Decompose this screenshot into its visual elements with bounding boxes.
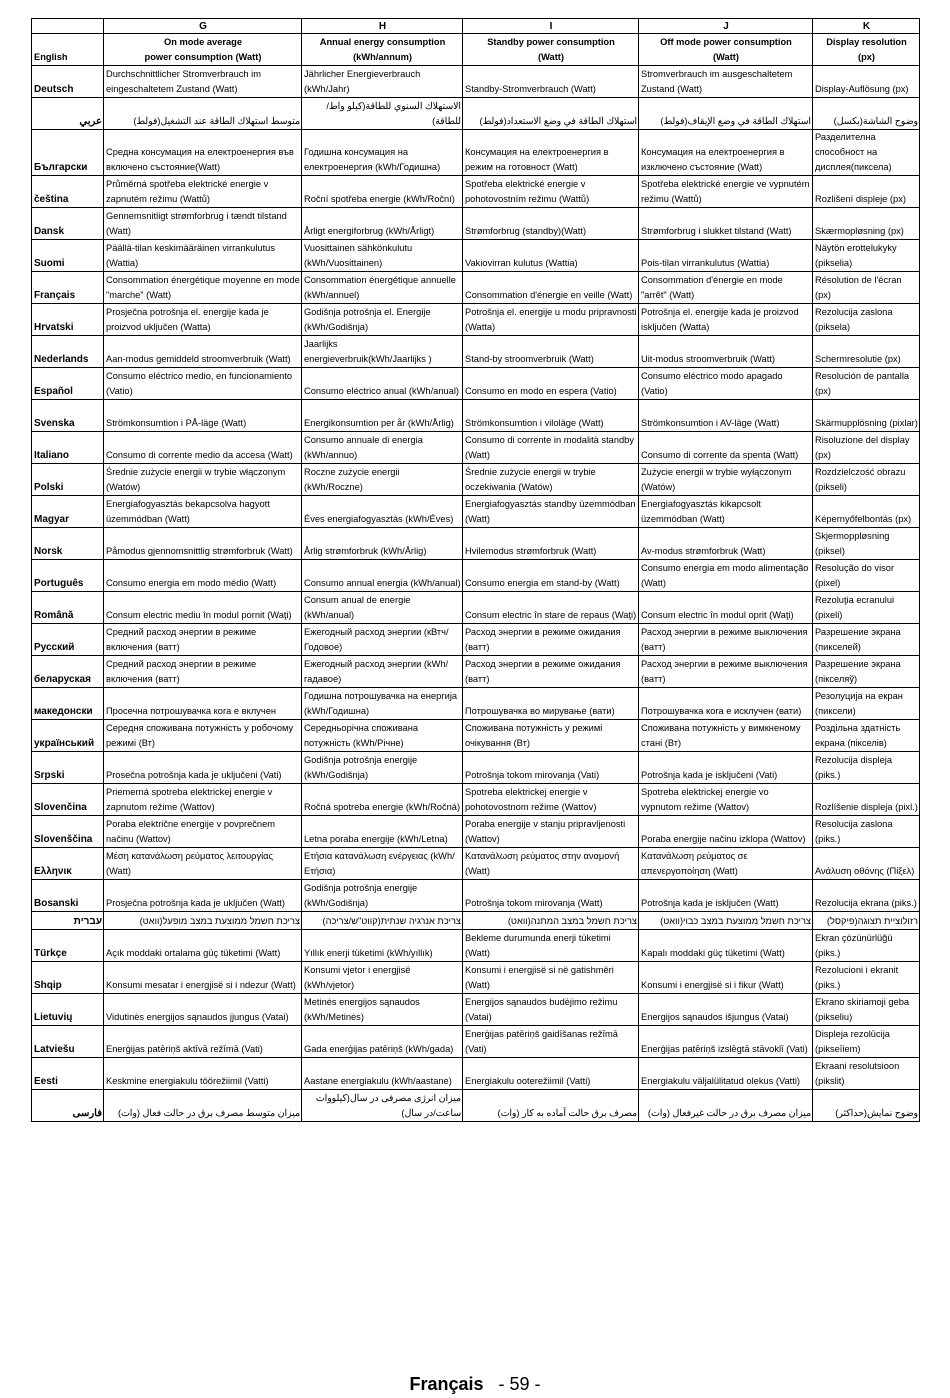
translation-cell: Ετήσια κατανάλωση ενέργειας (kWh/Ετήσια)	[302, 848, 463, 880]
language-name: Español	[32, 368, 104, 400]
translation-cell: Rezoluţia ecranului (pixeli)	[813, 592, 920, 624]
translation-cell: Letna poraba energije (kWh/Letna)	[302, 816, 463, 848]
table-body	[32, 66, 920, 1122]
column-letter: K	[813, 19, 920, 34]
translation-cell: Keskmine energiakulu töörežiimil (Vatti)	[104, 1058, 302, 1090]
translation-cell: Potrošnja el. energije u modu pripravnosti (Watta)	[463, 304, 639, 336]
translation-cell: Середня споживана потужність у робочому режимі (Вт)	[104, 720, 302, 752]
translation-cell: Consumo en modo en espera (Vatio)	[463, 368, 639, 400]
translation-cell: Potrošnja kada je isključeni (Vati)	[639, 752, 813, 784]
translation-cell: Konsumi vjetor i energjisë (kWh/vjetor)	[302, 962, 463, 994]
translation-cell: Годишна потрошувачка на енергија (kWh/Годишна)	[302, 688, 463, 720]
table-row	[32, 784, 920, 816]
translation-cell: Ανάλυση οθόνης (Πίξελ)	[813, 848, 920, 880]
translation-cell: צריכת חשמל ממוצעת במצב כבוי(וואט)	[639, 912, 813, 930]
translation-cell: Consum electric mediu în modul pornit (Waţi)	[104, 592, 302, 624]
translation-cell: Skjermoppløsning (piksel)	[813, 528, 920, 560]
translation-cell: Aan-modus gemiddeld stroomverbruik (Watt)	[104, 336, 302, 368]
translation-cell: רזולוציית תצוגה(פיקסל)	[813, 912, 920, 930]
translation-cell: Éves energiafogyasztás (kWh/Éves)	[302, 496, 463, 528]
translation-cell: Rezolucija ekrana (piks.)	[813, 880, 920, 912]
translation-table-container	[31, 18, 919, 1122]
table-row	[32, 240, 920, 272]
table-row	[32, 496, 920, 528]
translation-cell: Strømforbrug (standby)(Watt)	[463, 208, 639, 240]
translation-cell: Średnie zużycie energii w trybie włączonym (Watów)	[104, 464, 302, 496]
table-row	[32, 1090, 920, 1122]
translation-cell: Průměrná spotřeba elektrické energie v zapnutém režimu (Wattů)	[104, 176, 302, 208]
translation-cell: Durchschnittlicher Stromverbrauch im eingeschaltetem Zustand (Watt)	[104, 66, 302, 98]
language-name: Srpski	[32, 752, 104, 784]
translation-cell: متوسط استهلاك الطاقة عند التشغيل(فولط)	[104, 98, 302, 130]
language-name: Türkçe	[32, 930, 104, 962]
column-header-row	[32, 34, 920, 66]
translation-cell: Consumo eléctrico anual (kWh/anual)	[302, 368, 463, 400]
column-header: English	[32, 34, 104, 66]
table-row	[32, 592, 920, 624]
translation-cell: میزان انرژی مصرفی در سال(کیلووات ساعت/در سال)	[302, 1090, 463, 1122]
translation-cell: Rozlišení displeje (px)	[813, 176, 920, 208]
translation-cell: استهلاك الطاقة في وضع الاستعداد(فولط)	[463, 98, 639, 130]
translation-cell: צריכת אנרגיה שנתית(קווט"ש/צריכה)	[302, 912, 463, 930]
translation-cell: Разрешение экрана (пикселей)	[813, 624, 920, 656]
translation-cell: Расход энергии в режиме ожидания (ватт)	[463, 656, 639, 688]
table-row	[32, 880, 920, 912]
column-letter: H	[302, 19, 463, 34]
translation-cell: Средний расход энергии в режиме включения (ватт)	[104, 656, 302, 688]
translation-cell: Spotřeba elektrické energie v pohotovostním režimu (Wattů)	[463, 176, 639, 208]
translation-cell: Potrošnja tokom mirovanja (Vati)	[463, 752, 639, 784]
translation-cell: Jaarlijks energieverbruik(kWh/Jaarlijks )	[302, 336, 463, 368]
translation-cell: Poraba električne energije v povprečnem načinu (Wattov)	[104, 816, 302, 848]
column-header: Off mode power consumption (Watt)	[639, 34, 813, 66]
translation-cell: Consumo eléctrico medio, en funcionamiento (Vatio)	[104, 368, 302, 400]
translation-cell: Skärmupplösning (pixlar)	[813, 400, 920, 432]
translation-cell: Påmodus gjennomsnittlig strømforbruk (Watt)	[104, 528, 302, 560]
translation-cell: Poraba energije v stanju pripravljenosti (Wattov)	[463, 816, 639, 848]
translation-cell: Skærmopløsning (px)	[813, 208, 920, 240]
language-name: Slovenčina	[32, 784, 104, 816]
translation-cell: Stand-by stroomverbruik (Watt)	[463, 336, 639, 368]
page-footer	[0, 1374, 950, 1395]
translation-cell: Energikonsumtion per år (kWh/Årlig)	[302, 400, 463, 432]
translation-cell: استهلاك الطاقة في وضع الإيقاف(فولط)	[639, 98, 813, 130]
language-name: Lietuvių	[32, 994, 104, 1026]
translation-cell: Konsumi i energjisë si i fikur (Watt)	[639, 962, 813, 994]
translation-cell: Consommation énergétique moyenne en mode "marche" (Watt)	[104, 272, 302, 304]
translation-cell: Av-modus strømforbruk (Watt)	[639, 528, 813, 560]
translation-cell: Κατανάλωση ρεύματος στην αναμονή (Watt)	[463, 848, 639, 880]
translation-cell: Årlig strømforbruk (kWh/Årlig)	[302, 528, 463, 560]
table-row	[32, 930, 920, 962]
translation-cell: Godišnja potrošnja el. Energije (kWh/Godišnja)	[302, 304, 463, 336]
translation-cell: Разделителна способност на дисплея(пиксела)	[813, 130, 920, 176]
table-row	[32, 368, 920, 400]
translation-cell: وضوح الشاشة(بكسل)	[813, 98, 920, 130]
translation-cell: Разрешение экрана (пікселяў)	[813, 656, 920, 688]
table-row	[32, 66, 920, 98]
column-letter: J	[639, 19, 813, 34]
translation-cell: Резолуција на екран (пиксели)	[813, 688, 920, 720]
language-name: Slovenščina	[32, 816, 104, 848]
translation-cell: Средний расход энергии в режиме включения (ватт)	[104, 624, 302, 656]
translation-cell: Roční spotřeba energie (kWh/Roční)	[302, 176, 463, 208]
translation-cell: Consumo di corrente da spenta (Watt)	[639, 432, 813, 464]
translation-cell: Potrošnja el. energije kada je proizvod isključen (Watta)	[639, 304, 813, 336]
translation-cell: Päällä-tilan keskimääräinen virrankulutus (Wattia)	[104, 240, 302, 272]
translation-cell: Ежегодный расход энергии (kWh/гадавое)	[302, 656, 463, 688]
table-row	[32, 304, 920, 336]
translation-cell: میزان متوسط مصرف برق در حالت فعال (وات)	[104, 1090, 302, 1122]
translation-cell: Consumo energia em modo alimentação (Watt)	[639, 560, 813, 592]
translation-cell: Energijos sąnaudos išjungus (Vatai)	[639, 994, 813, 1026]
table-row	[32, 752, 920, 784]
translation-cell: Strömkonsumtion i AV-läge (Watt)	[639, 400, 813, 432]
language-name: Bosanski	[32, 880, 104, 912]
language-name: Dansk	[32, 208, 104, 240]
language-name: عربي	[32, 98, 104, 130]
page-number: - 59 -	[498, 1374, 541, 1394]
translation-cell: Годишна консумация на електроенергия (kWh/Годишна)	[302, 130, 463, 176]
language-name: Русский	[32, 624, 104, 656]
translation-cell: Середньорічна споживана потужність (kWh/Річне)	[302, 720, 463, 752]
translation-cell: Gennemsnitligt strømforbrug i tændt tilstand (Watt)	[104, 208, 302, 240]
table-row	[32, 1026, 920, 1058]
table-row	[32, 336, 920, 368]
translation-cell: Strömkonsumtion i PÅ-läge (Watt)	[104, 400, 302, 432]
translation-cell: Μέση κατανάλωση ρεύματος λειτουργίας (Watt)	[104, 848, 302, 880]
translation-cell: Vuosittainen sähkönkulutu (kWh/Vuosittainen)	[302, 240, 463, 272]
translation-cell: Rozdzielczość obrazu (pikseli)	[813, 464, 920, 496]
translation-cell: Ekraani resolutsioon (pikslit)	[813, 1058, 920, 1090]
translation-cell: Resolução do visor (pixel)	[813, 560, 920, 592]
table-row	[32, 1058, 920, 1090]
translation-cell: Priemerná spotreba elektrickej energie v zapnutom režime (Wattov)	[104, 784, 302, 816]
translation-cell: Consum electric în stare de repaus (Waţi)	[463, 592, 639, 624]
table-row	[32, 656, 920, 688]
language-name: український	[32, 720, 104, 752]
language-name: עברית	[32, 912, 104, 930]
translation-cell: Display-Auflösung (px)	[813, 66, 920, 98]
translation-cell: Hvilemodus strømforbruk (Watt)	[463, 528, 639, 560]
language-name: Nederlands	[32, 336, 104, 368]
language-name: Shqip	[32, 962, 104, 994]
translation-cell: Enerģijas patēriņš aktīvā režīmā (Vati)	[104, 1026, 302, 1058]
language-name: Română	[32, 592, 104, 624]
table-row	[32, 688, 920, 720]
table-row	[32, 272, 920, 304]
translation-cell: Просечна потрошувачка кога е вклучен	[104, 688, 302, 720]
table-row	[32, 962, 920, 994]
translation-cell: Rozlíšenie displeja (pixl.)	[813, 784, 920, 816]
translation-cell: Consumo energia em modo médio (Watt)	[104, 560, 302, 592]
language-name: Hrvatski	[32, 304, 104, 336]
translation-cell: Aastane energiakulu (kWh/aastane)	[302, 1058, 463, 1090]
translation-cell: Näytön erottelukyky (pikselia)	[813, 240, 920, 272]
translation-cell: Spotřeba elektrické energie ve vypnutém režimu (Wattů)	[639, 176, 813, 208]
language-name: Latviešu	[32, 1026, 104, 1058]
translation-cell: Yıllık enerji tüketimi (kWh/yıllık)	[302, 930, 463, 962]
translation-cell: Metinės energijos sąnaudos (kWh/Metinės)	[302, 994, 463, 1026]
table-row	[32, 176, 920, 208]
translation-cell: Displeja rezolūcija (pikseīiem)	[813, 1026, 920, 1058]
translation-cell: میزان مصرف برق در حالت غیرفعال (وات)	[639, 1090, 813, 1122]
translation-cell: Потрошувачка кога е исклучен (вати)	[639, 688, 813, 720]
translation-cell: Enerģijas patēriņš gaidīšanas režīmā (Vati)	[463, 1026, 639, 1058]
language-name: Português	[32, 560, 104, 592]
translation-cell: Konsumi mesatar i energjisë si i ndezur (Watt)	[104, 962, 302, 994]
translation-cell: Rezolucija displeja (piks.)	[813, 752, 920, 784]
translation-cell: Potrošnja tokom mirovanja (Watt)	[463, 880, 639, 912]
translation-cell: Ежегодный расход энергии (кВтч/Годовое)	[302, 624, 463, 656]
translation-cell: Résolution de l'écran (px)	[813, 272, 920, 304]
translation-cell: Vakiovirran kulutus (Wattia)	[463, 240, 639, 272]
language-name: Suomi	[32, 240, 104, 272]
footer-language: Français	[409, 1374, 484, 1394]
translation-cell: Energijos sąnaudos budėjimo režimu (Vatai)	[463, 994, 639, 1026]
translation-cell: Consum anual de energie (kWh/anual)	[302, 592, 463, 624]
translation-cell: Rezolucija zaslona (piksela)	[813, 304, 920, 336]
translation-cell: Képernyőfelbontás (px)	[813, 496, 920, 528]
language-name: Deutsch	[32, 66, 104, 98]
translation-cell: Poraba energije načinu izklopa (Wattov)	[639, 816, 813, 848]
table-row	[32, 528, 920, 560]
translation-cell: Consommation d'énergie en veille (Watt)	[463, 272, 639, 304]
translation-cell: Jährlicher Energieverbrauch (kWh/Jahr)	[302, 66, 463, 98]
translation-cell: Strømforbrug i slukket tilstand (Watt)	[639, 208, 813, 240]
translation-cell: Консумация на електроенергия в изключено състояние (Watt)	[639, 130, 813, 176]
translation-cell: Ekran çözünürlüğü (piks.)	[813, 930, 920, 962]
column-letter: I	[463, 19, 639, 34]
translation-cell: Kapalı moddaki güç tüketimi (Watt)	[639, 930, 813, 962]
column-letter	[32, 19, 104, 34]
translation-cell: Prosečna potrošnja kada je uključeni (Vati)	[104, 752, 302, 784]
table-row	[32, 624, 920, 656]
translation-cell: Consumo annual energia (kWh/anual)	[302, 560, 463, 592]
translation-cell: Risoluzione del display (px)	[813, 432, 920, 464]
language-name: Français	[32, 272, 104, 304]
translation-cell: Prosječna potrošnja el. energije kada je proizvod uključen (Watta)	[104, 304, 302, 336]
translation-cell: Роздільна здатність екрана (пікселів)	[813, 720, 920, 752]
column-header: Display resolution (px)	[813, 34, 920, 66]
translation-cell: Consumo energia em stand-by (Watt)	[463, 560, 639, 592]
translation-cell: Consommation d'énergie en mode "arrêt" (Watt)	[639, 272, 813, 304]
translation-cell: צריכת חשמל ממוצעת במצב מופעל(וואט)	[104, 912, 302, 930]
translation-cell: Pois-tilan virrankulutus (Wattia)	[639, 240, 813, 272]
translation-cell: Bekleme durumunda enerji tüketimi (Watt)	[463, 930, 639, 962]
translation-cell: Consumo eléctrico modo apagado (Vatio)	[639, 368, 813, 400]
translation-cell: Roczne zużycie energii (kWh/Roczne)	[302, 464, 463, 496]
language-name: Norsk	[32, 528, 104, 560]
language-name: Italiano	[32, 432, 104, 464]
translation-cell: Spotreba elektrickej energie vo vypnutom režime (Wattov)	[639, 784, 813, 816]
translation-cell: Prosječna potrošnja kada je uključen (Watt)	[104, 880, 302, 912]
language-name: فارسی	[32, 1090, 104, 1122]
language-name: беларуская	[32, 656, 104, 688]
translation-cell: Потрошувачка во мирување (вати)	[463, 688, 639, 720]
table-row	[32, 816, 920, 848]
language-name: Polski	[32, 464, 104, 496]
table-row	[32, 560, 920, 592]
translation-cell: Consumo di corrente in modalità standby (Watt)	[463, 432, 639, 464]
translation-cell: Energiafogyasztás bekapcsolva hagyott üzemmódban (Watt)	[104, 496, 302, 528]
translation-cell: Konsumi i energjisë si në gatishmëri (Watt)	[463, 962, 639, 994]
language-name: Eesti	[32, 1058, 104, 1090]
column-letter: G	[104, 19, 302, 34]
language-name: Magyar	[32, 496, 104, 528]
column-header: On mode average power consumption (Watt)	[104, 34, 302, 66]
language-name: čeština	[32, 176, 104, 208]
translation-cell: Stromverbrauch im ausgeschaltetem Zustand (Watt)	[639, 66, 813, 98]
table-row	[32, 432, 920, 464]
translation-cell: Κατανάλωση ρεύματος σε απενεργοποίηση (Watt)	[639, 848, 813, 880]
translation-cell: Resolucija zaslona (piks.)	[813, 816, 920, 848]
translation-cell: Godišnja potrošnja energije (kWh/Godišnja)	[302, 880, 463, 912]
column-header: Annual energy consumption (kWh/annum)	[302, 34, 463, 66]
translation-cell: Gada enerģijas patēriņš (kWh/gada)	[302, 1026, 463, 1058]
translation-cell: Vidutinės energijos sąnaudos įjungus (Vatai)	[104, 994, 302, 1026]
translation-cell: Споживана потужність у вимкненому стані (Вт)	[639, 720, 813, 752]
translation-cell: צריכת חשמל במצב המתנה(וואט)	[463, 912, 639, 930]
table-row	[32, 848, 920, 880]
translation-cell: Консумация на електроенергия в режим на готовност (Watt)	[463, 130, 639, 176]
translation-cell: Energiafogyasztás kikapcsolt üzemmódban (Watt)	[639, 496, 813, 528]
language-name: Ελληνικ	[32, 848, 104, 880]
table-row	[32, 720, 920, 752]
translation-cell: Energiakulu väljalülitatud olekus (Vatti)	[639, 1058, 813, 1090]
table-row	[32, 130, 920, 176]
translation-cell: Rezolucioni i ekranit (piks.)	[813, 962, 920, 994]
translation-cell: Strömkonsumtion i viloläge (Watt)	[463, 400, 639, 432]
table-row	[32, 994, 920, 1026]
translation-cell: Ročná spotreba energie (kWh/Ročná)	[302, 784, 463, 816]
translation-cell: Resolución de pantalla (px)	[813, 368, 920, 400]
table-row	[32, 912, 920, 930]
translation-cell: وضوح نمایش(حداکثر)	[813, 1090, 920, 1122]
translation-cell: Energiakulu ooterežiimil (Vatti)	[463, 1058, 639, 1090]
translation-cell: Consum electric în modul oprit (Waţi)	[639, 592, 813, 624]
translation-cell: Consumo di corrente medio da accesa (Watt)	[104, 432, 302, 464]
translation-cell: Årligt energiforbrug (kWh/Årligt)	[302, 208, 463, 240]
table-row	[32, 98, 920, 130]
translation-cell: Средна консумация на електроенергия във включено състояние(Watt)	[104, 130, 302, 176]
translation-cell: Расход энергии в режиме выключения (ватт)	[639, 656, 813, 688]
table-row	[32, 400, 920, 432]
column-letter-row	[32, 19, 920, 34]
translation-cell: Consumo annuale di energia (kWh/annuo)	[302, 432, 463, 464]
table-row	[32, 208, 920, 240]
translation-cell: Energiafogyasztás standby üzemmódban (Watt)	[463, 496, 639, 528]
language-name: Български	[32, 130, 104, 176]
translation-cell: Schermresolutie (px)	[813, 336, 920, 368]
translation-cell: Consommation énergétique annuelle (kWh/annuel)	[302, 272, 463, 304]
translation-table	[31, 18, 920, 1122]
translation-cell: Enerģijas patēriņš izslēgtā stāvoklī (Vati)	[639, 1026, 813, 1058]
translation-cell: Spotreba elektrickej energie v pohotovostnom režime (Wattov)	[463, 784, 639, 816]
translation-cell: Споживана потужність у режимі очікування (Вт)	[463, 720, 639, 752]
translation-cell: Standby-Stromverbrauch (Watt)	[463, 66, 639, 98]
table-row	[32, 464, 920, 496]
translation-cell: Średnie zużycie energii w trybie oczekiwania (Watów)	[463, 464, 639, 496]
translation-cell: Godišnja potrošnja energije (kWh/Godišnja)	[302, 752, 463, 784]
translation-cell: مصرف برق حالت آماده به کار (وات)	[463, 1090, 639, 1122]
language-name: македонски	[32, 688, 104, 720]
translation-cell: Ekrano skiriamoji geba (pikseliu)	[813, 994, 920, 1026]
translation-cell: Açık moddaki ortalama güç tüketimi (Watt)	[104, 930, 302, 962]
translation-cell: Uit-modus stroomverbruik (Watt)	[639, 336, 813, 368]
translation-cell: Расход энергии в режиме выключения (ватт)	[639, 624, 813, 656]
translation-cell: الاستهلاك السنوي للطاقة(كيلو واط/للطاقة)	[302, 98, 463, 130]
column-header: Standby power consumption (Watt)	[463, 34, 639, 66]
language-name: Svenska	[32, 400, 104, 432]
translation-cell: Zużycie energii w trybie wyłączonym (Watów)	[639, 464, 813, 496]
translation-cell: Расход энергии в режиме ожидания (ватт)	[463, 624, 639, 656]
translation-cell: Potrošnja kada je isključen (Watt)	[639, 880, 813, 912]
